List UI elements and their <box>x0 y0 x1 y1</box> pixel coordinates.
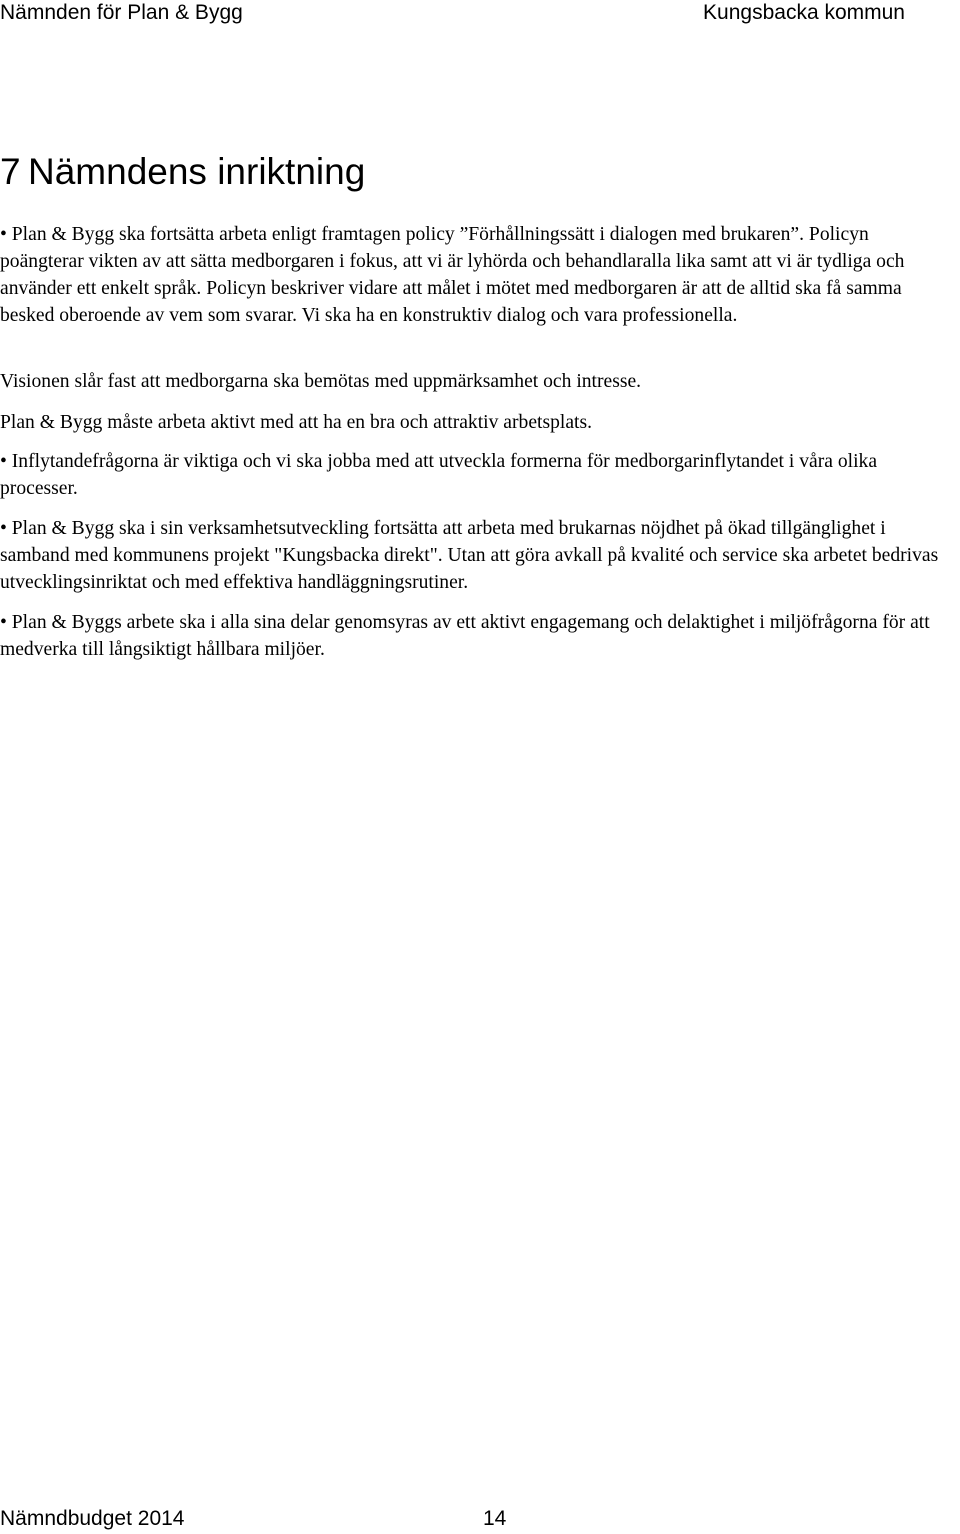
paragraph-text: Plan & Bygg måste arbeta aktivt med att ha en bra och attraktiv arbetsplats. <box>0 412 592 433</box>
bullet-marker: • <box>0 224 7 245</box>
paragraph-environment <box>0 609 950 663</box>
paragraph-development <box>0 515 950 596</box>
paragraph-text: Visionen slår fast att medborgarna ska bemötas med uppmärksamhet och intresse. <box>0 371 642 392</box>
header-municipality: Kungsbacka kommun <box>703 1 905 24</box>
bullet-marker: • <box>0 451 7 472</box>
paragraph-text: Plan & Bygg ska fortsätta arbeta enligt framtagen policy ”Förhållningssätt i dialogen med brukaren”. Policyn poängterar vikten av att sätta medborgaren i fokus, att vi är lyhörda och behandlaralla lika samt att vi är tydliga och använder ett enkelt språk. Policyn beskriver vidare att målet i mötet med medborgaren är att de alltid ska få samma besked oberoende av vem som svarar. Vi ska ha en konstruktiv dialog och vara professionella. <box>0 224 905 326</box>
paragraph-policy <box>0 221 950 329</box>
section-title: Nämndens inriktning <box>28 151 366 192</box>
header-department: Nämnden för Plan & Bygg <box>0 1 243 24</box>
paragraph-text: Plan & Byggs arbete ska i alla sina delar genomsyras av ett aktivt engagemang och delaktighet i miljöfrågorna för att medverka till långsiktigt hållbara miljöer. <box>0 612 930 660</box>
section-heading <box>0 148 365 196</box>
footer-document-title: Nämndbudget 2014 <box>0 1507 185 1530</box>
bullet-marker: • <box>0 518 7 539</box>
paragraph-text: Plan & Bygg ska i sin verksamhetsutveckling fortsätta att arbeta med brukarnas nöjdhet på ökad tillgänglighet i samband med kommunens projekt "Kungsbacka direkt". Utan att göra avkall på kvalité och service ska arbetet bedrivas utvecklingsinriktat och med effektiva handläggningsrutiner. <box>0 518 939 593</box>
footer-page-number: 14 <box>483 1507 507 1530</box>
section-number: 7 <box>0 151 21 192</box>
paragraph-text: Inflytandefrågorna är viktiga och vi ska jobba med att utveckla formerna för medborgarinflytandet i våra olika processer. <box>0 451 878 499</box>
paragraph-vision <box>0 368 950 395</box>
bullet-marker: • <box>0 612 7 633</box>
paragraph-influence <box>0 448 950 502</box>
paragraph-workplace <box>0 409 950 436</box>
